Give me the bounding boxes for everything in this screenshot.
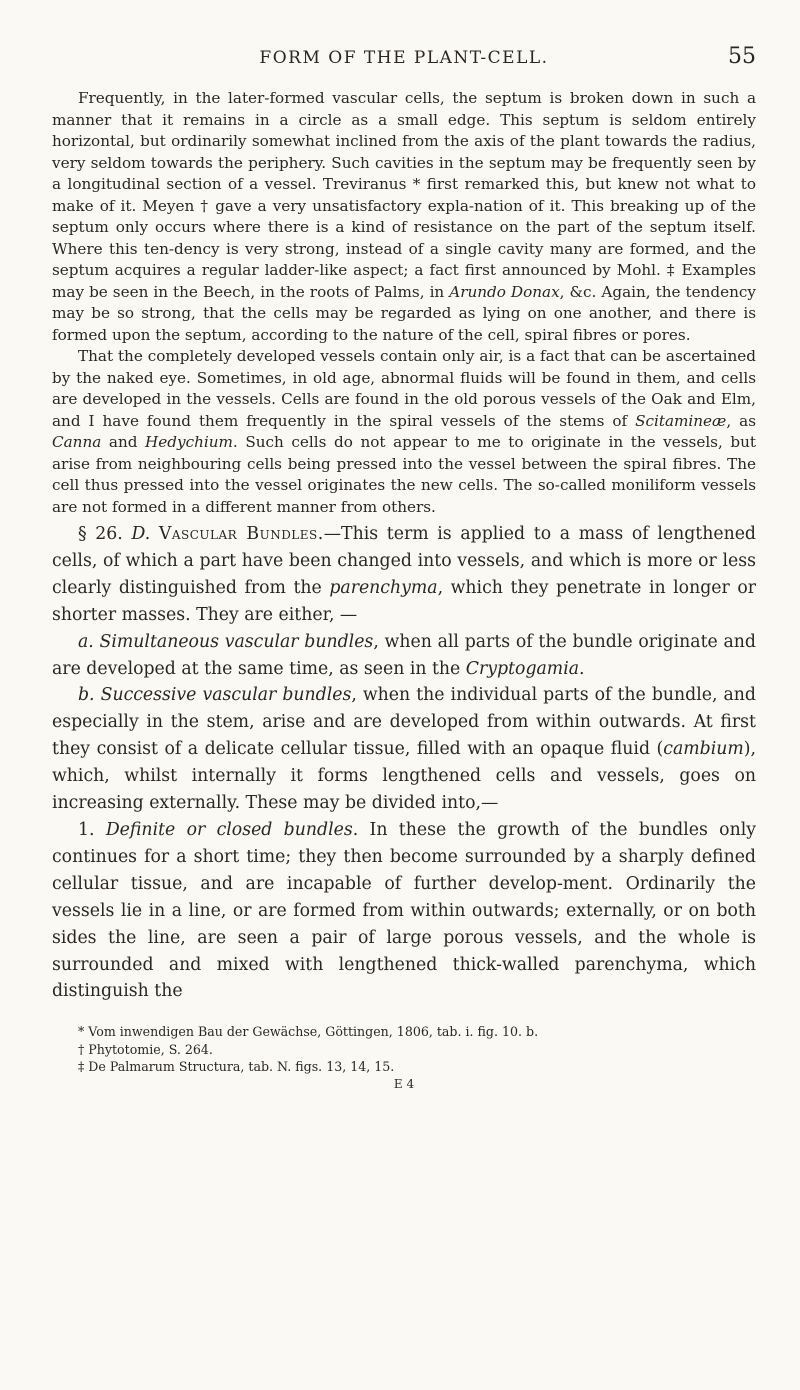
running-head xyxy=(52,40,756,74)
paragraph-simultaneous: a. Simultaneous vascular bundles, when all parts of the bundle originate and are developed at the same time, as seen in the Cryptogamia. xyxy=(52,631,756,679)
footnote: ‡ De Palmarum Structura, tab. N. figs. 13, 14, 15. xyxy=(78,1059,395,1075)
page xyxy=(52,40,756,1093)
footnote: † Phytotomie, S. 264. xyxy=(78,1041,213,1057)
paragraph-successive: b. Successive vascular bundles, when the individual parts of the bundle, and especially in the stem, arise and are developed from within outwards. At first they consist of a delicate cellular tissue, filled with an opaque fluid (cambium), which, whilst internally it forms lengthened cells and vessels, goes on increasing externally. These may be divided into,— xyxy=(52,685,756,814)
paragraph-definite: 1. Definite or closed bundles. In these the growth of the bundles only continues for a short time; they then become surrounded by a sharply defined cellular tissue, and are incapable of further develop-ment. Ordinarily the vessels lie in a line, or are formed from within outwards; externally, or on both sides the line, are seen a pair of large porous vessels, and the whole is surrounded and mixed with lengthened thick-walled parenchyma, which distinguish the xyxy=(52,819,757,1002)
footnote: * Vom inwendigen Bau der Gewächse, Göttingen, 1806, tab. i. fig. 10. b. xyxy=(78,1024,539,1040)
paragraph-vessels-air: That the completely developed vessels contain only air, is a fact that can be ascertained by the naked eye. Sometimes, in old age, abnormal fluids will be found in them, and cells are developed in the vessels. Cells are found in the old porous vessels of the Oak and Elm, and I have found them frequently in the spiral vessels of the stems of Scitamineæ, as Canna and Hedychium. Such cells do not appear to me to originate in the vessels, but arise from neighbouring cells being pressed into the vessel between the spiral fibres. The cell thus pressed into the vessel originates the new cells. The so-called moniliform vessels are not formed in a different manner from others. xyxy=(52,347,756,516)
running-head-title: FORM OF THE PLANT-CELL. xyxy=(259,48,549,68)
body-small-text xyxy=(52,88,756,518)
page-number: 55 xyxy=(728,44,756,69)
section-heading: Vascular Bundles. xyxy=(158,524,324,544)
footnotes xyxy=(52,1023,756,1093)
paragraph-vascular-bundles: § 26. D. Vascular Bundles.—This term is applied to a mass of lengthened cells, of which a part have been changed into vessels, and which is more or less clearly distinguished from the parenchyma, which they penetrate in longer or shorter masses. They are either, — xyxy=(52,524,756,625)
paragraph-septum: Frequently, in the later-formed vascular cells, the septum is broken down in such a manner that it remains in a circle as a small edge. This septum is seldom entirely horizontal, but ordinarily somewhat inclined from the axis of the plant towards the radius, very seldom towards the periphery. Such cavities in the septum may be frequently seen by a longitudinal section of a vessel. Treviranus * first remarked this, but knew not what to make of it. Meyen † gave a very unsatisfactory expla-nation of it. This breaking up of the septum only occurs where there is a kind of resistance on the part of the septum itself. Where this ten-dency is very strong, instead of a single cavity many are formed, and the septum acquires a regular ladder-like aspect; a fact first announced by Mohl. ‡ Examples may be seen in the Beech, in the roots of Palms, in Arundo Donax, &c. Again, the tendency may be so strong, that the cells may be regarded as lying on one another, and there is formed upon the septum, according to the nature of the cell, spiral fibres or pores. xyxy=(52,89,757,344)
signature-mark: E 4 xyxy=(393,1076,415,1091)
body-large-text xyxy=(52,521,756,1005)
